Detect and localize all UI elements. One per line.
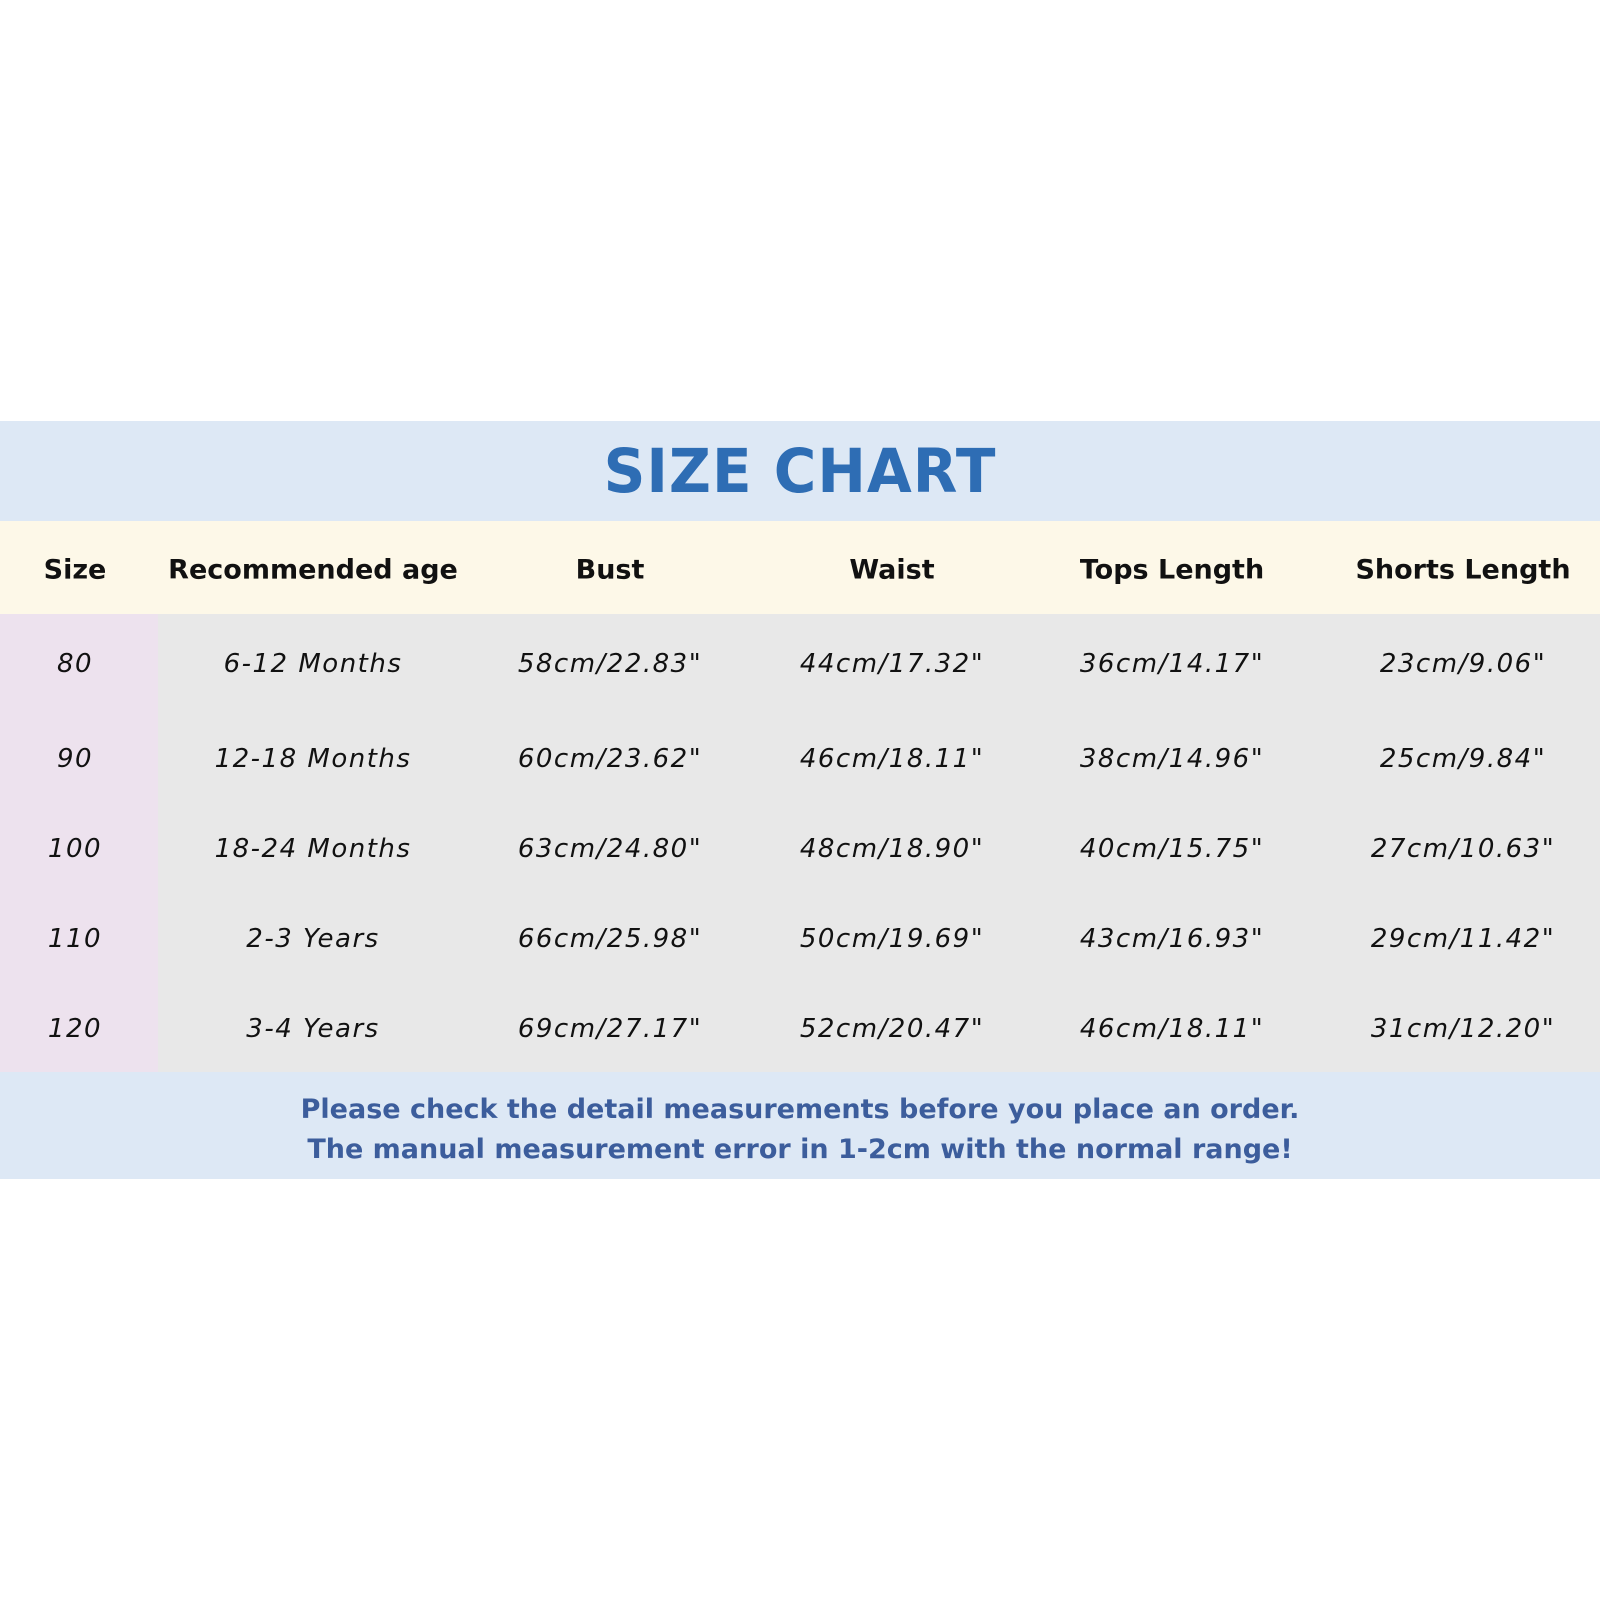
table-cell-recommended-age: 3-4 Years [246, 1014, 380, 1044]
column-header-size: Size [43, 554, 107, 586]
table-cell-tops-length: 38cm/14.96" [1079, 744, 1265, 774]
table-cell-tops-length: 46cm/18.11" [1079, 1014, 1265, 1044]
table-cell-bust: 58cm/22.83" [517, 649, 703, 679]
table-cell-waist: 50cm/19.69" [799, 924, 985, 954]
note-line-1: Please check the detail measurements before you place an order. [300, 1094, 1300, 1125]
table-cell-shorts-length: 25cm/9.84" [1379, 744, 1547, 774]
size-chart-table [0, 421, 1600, 1179]
table-cell-waist: 46cm/18.11" [799, 744, 985, 774]
table-cell-recommended-age: 12-18 Months [214, 744, 412, 774]
table-cell-shorts-length: 23cm/9.06" [1379, 649, 1547, 679]
table-cell-bust: 60cm/23.62" [517, 744, 703, 774]
footer-band [0, 1072, 1600, 1179]
table-cell-tops-length: 43cm/16.93" [1079, 924, 1265, 954]
column-header-waist: Waist [849, 554, 935, 586]
column-header-bust: Bust [575, 554, 645, 586]
table-cell-shorts-length: 27cm/10.63" [1370, 834, 1556, 864]
table-cell-shorts-length: 31cm/12.20" [1370, 1014, 1556, 1044]
table-cell-waist: 52cm/20.47" [799, 1014, 985, 1044]
table-cell-waist: 48cm/18.90" [799, 834, 985, 864]
table-cell-tops-length: 40cm/15.75" [1079, 834, 1265, 864]
table-cell-shorts-length: 29cm/11.42" [1370, 924, 1556, 954]
table-cell-recommended-age: 2-3 Years [246, 924, 380, 954]
table-cell-bust: 69cm/27.17" [517, 1014, 703, 1044]
table-cell-recommended-age: 6-12 Months [223, 649, 403, 679]
table-cell-size: 120 [47, 1014, 103, 1044]
table-cell-size: 110 [47, 924, 103, 954]
column-header-shorts-length: Shorts Length [1355, 554, 1571, 586]
table-cell-size: 100 [47, 834, 103, 864]
table-cell-recommended-age: 18-24 Months [214, 834, 412, 864]
note-line-2: The manual measurement error in 1-2cm with the normal range! [307, 1134, 1293, 1165]
title-band [0, 421, 1600, 521]
table-cell-size: 90 [56, 744, 94, 774]
chart-title: SIZE CHART [603, 435, 997, 507]
table-cell-size: 80 [56, 649, 94, 679]
table-cell-bust: 63cm/24.80" [517, 834, 703, 864]
table-cell-tops-length: 36cm/14.17" [1079, 649, 1265, 679]
table-cell-bust: 66cm/25.98" [517, 924, 703, 954]
column-header-recommended-age: Recommended age [168, 554, 458, 586]
table-cell-waist: 44cm/17.32" [799, 649, 985, 679]
column-header-tops-length: Tops Length [1079, 554, 1265, 586]
